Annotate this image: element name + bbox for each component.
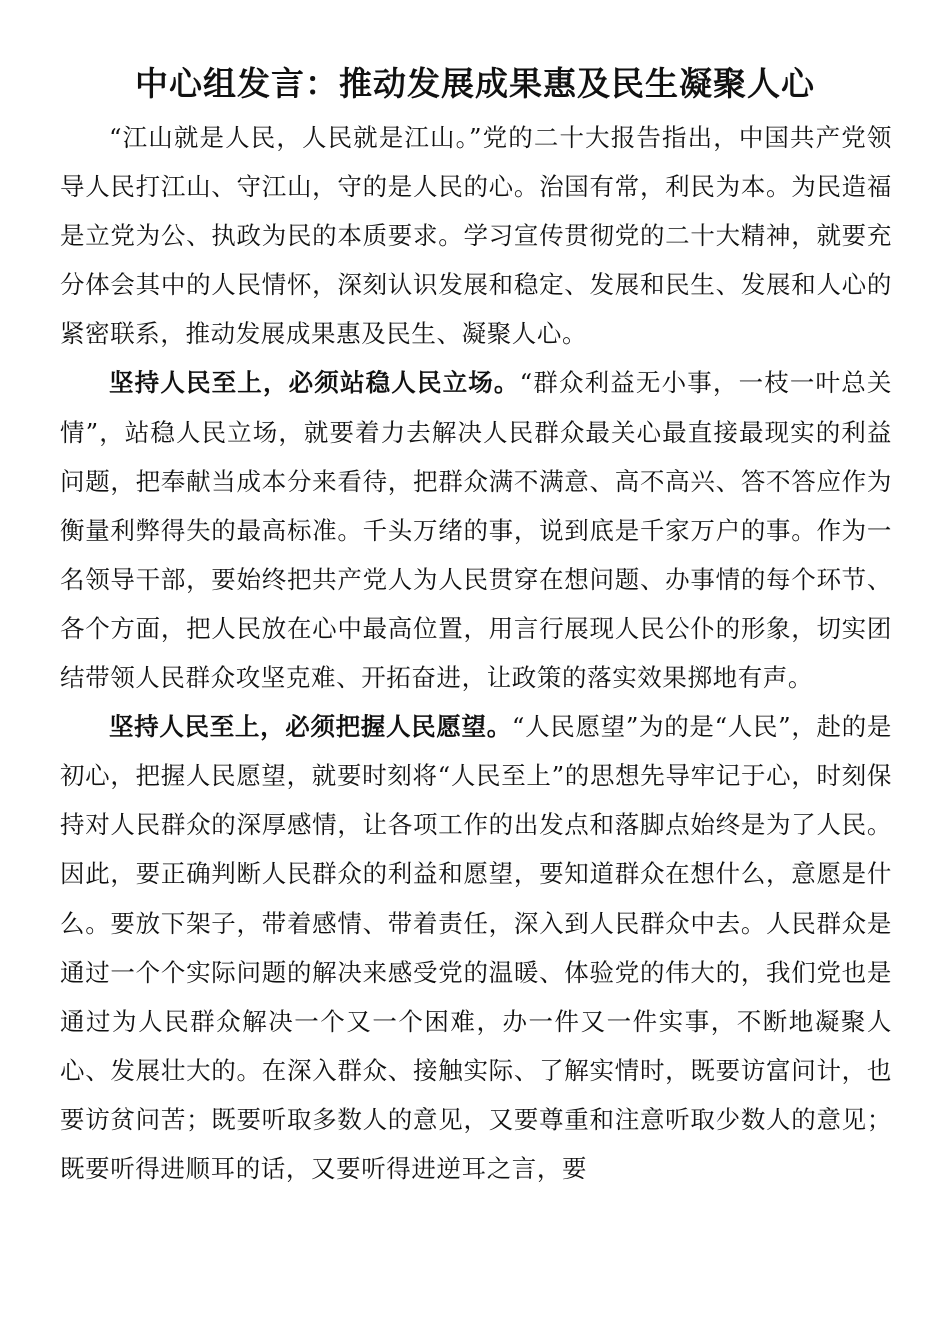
paragraph-lead: 坚持人民至上，必须把握人民愿望。	[109, 712, 512, 742]
document-body	[60, 113, 892, 1193]
paragraph-people-wishes	[60, 702, 892, 1193]
paragraph-text: “群众利益无小事，一枝一叶总关情”，站稳人民立场，就要着力去解决人民群众最关心最直接最现实的利益问题，把奉献当成本分来看待，把群众满不满意、高不高兴、答不答应作为衡量利弊得失的最高标准。千头万绪的事，说到底是千家万户的事。作为一名领导干部，要始终把共产党人为人民贯穿在想问题、办事情的每个环节、各个方面，把人民放在心中最高位置，用言行展现人民公仆的形象，切实团结带领人民群众攻坚克难、开拓奋进，让政策的落实效果掷地有声。	[60, 368, 892, 693]
document-title: 中心组发言：推动发展成果惠及民生凝聚人心	[135, 64, 815, 103]
paragraph-people-stance	[60, 358, 892, 702]
paragraph-text: “人民愿望”为的是“人民”，赴的是初心，把握人民愿望，就要时刻将“人民至上”的思想先导牢记于心，时刻保持对人民群众的深厚感情，让各项工作的出发点和落脚点始终是为了人民。因此，要正确判断人民群众的利益和愿望，要知道群众在想什么，意愿是什么。要放下架子，带着感情、带着责任，深入到人民群众中去。人民群众是通过一个个实际问题的解决来感受党的温暖、体验党的伟大的，我们党也是通过为人民群众解决一个又一个困难，办一件又一件实事，不断地凝聚人心、发展壮大的。在深入群众、接触实际、了解实情时，既要访富问计，也要访贫问苦；既要听取多数人的意见，又要尊重和注意听取少数人的意见；既要听得进顺耳的话，又要听得进逆耳之言，要	[60, 712, 892, 1183]
paragraph-text: “江山就是人民，人民就是江山。”党的二十大报告指出，中国共产党领导人民打江山、守江山，守的是人民的心。治国有常，利民为本。为民造福是立党为公、执政为民的本质要求。学习宣传贯彻党的二十大精神，就要充分体会其中的人民情怀，深刻认识发展和稳定、发展和民生、发展和人心的紧密联系，推动发展成果惠及民生、凝聚人心。	[60, 123, 892, 349]
paragraph-intro	[60, 113, 892, 358]
paragraph-lead: 坚持人民至上，必须站稳人民立场。	[109, 368, 520, 398]
